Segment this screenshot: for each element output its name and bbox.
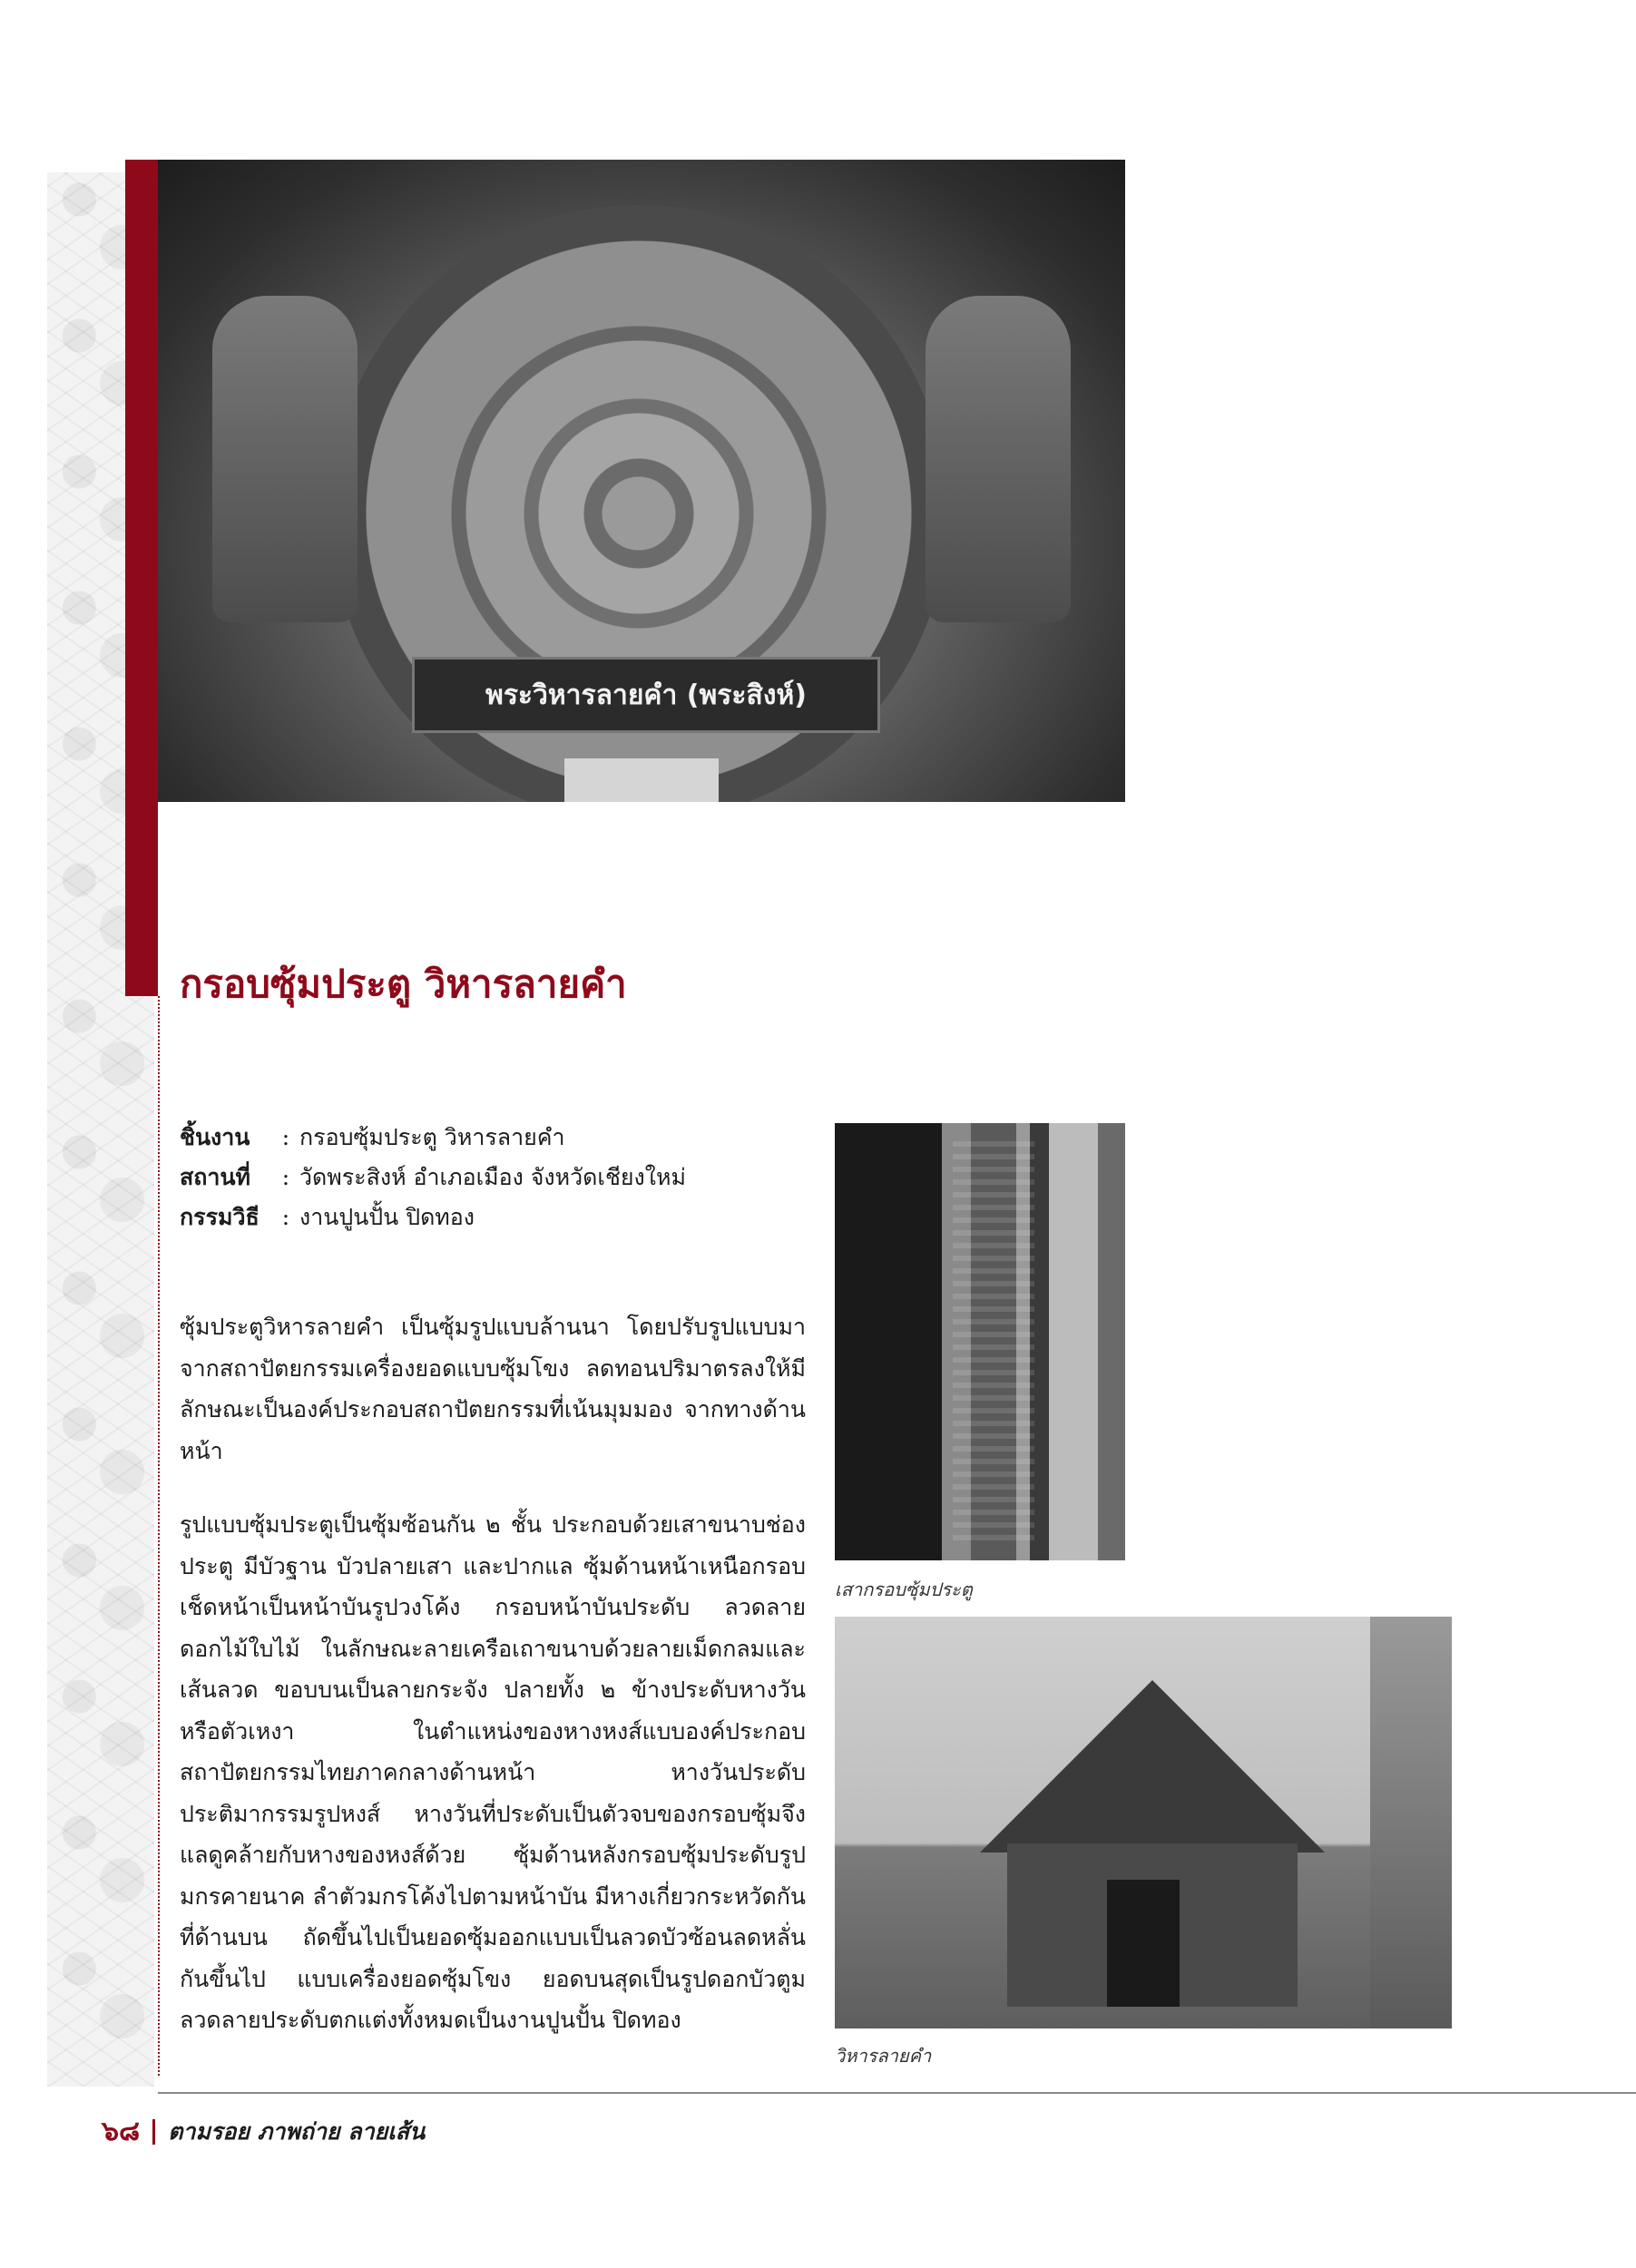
temple-caption: วิหารลายคำ (835, 2045, 932, 2067)
accent-bar (125, 160, 158, 996)
meta-row-technique (180, 1198, 686, 1237)
meta-value: งานปูนปั้น ปิดทอง (299, 1204, 475, 1230)
temple-photo (835, 1617, 1452, 2028)
temple-door (1107, 1880, 1180, 2007)
meta-row-place (180, 1158, 686, 1198)
small-plaque (564, 758, 719, 802)
temple-sign-text: พระวิหารลายคำ (พระสิงห์) (485, 679, 807, 711)
meta-value: กรอบซุ้มประตู วิหารลายคำ (299, 1124, 565, 1150)
footer-rule (158, 2092, 1636, 2094)
meta-value: วัดพระสิงห์ อำเภอเมือง จังหวัดเชียงใหม่ (299, 1164, 686, 1190)
naga-right (926, 296, 1071, 622)
main-photo-door-arch (158, 160, 1125, 802)
book-title: ตามรอย ภาพถ่าย ลายเส้น (168, 2117, 426, 2145)
pillar-caption: เสากรอบซุ้มประตู (835, 1579, 973, 1600)
temple-sign (412, 657, 880, 733)
article-title: กรอบซุ้มประตู วิหารลายคำ (180, 962, 627, 1006)
footer-divider (152, 2119, 155, 2145)
page-number: ๖๘ (102, 2116, 141, 2147)
meta-sep: : (281, 1204, 290, 1230)
meta-key: ชิ้นงาน (180, 1124, 250, 1150)
naga-left (212, 296, 358, 622)
meta-key: สถานที่ (180, 1164, 251, 1190)
meta-key: กรรมวิธี (180, 1204, 260, 1230)
meta-sep: : (281, 1124, 290, 1150)
dotted-rule (158, 996, 160, 2076)
temple-roof (980, 1680, 1325, 1853)
meta-sep: : (281, 1164, 290, 1190)
body-paragraph-1: ซุ้มประตูวิหารลายคำ เป็นซุ้มรูปแบบล้านนา โดยปรับรูปแบบมาจากสถาปัตยกรรมเครื่องยอดแบบซุ้มโขง ลดทอนปริมาตรลงให้มีลักษณะเป็นองค์ประกอบสถาปัตยกรรมที่เน้นมุมมอง จากทางด้านหน้า (180, 1314, 806, 1464)
footer (102, 2110, 425, 2153)
meta-row-work (180, 1118, 686, 1158)
body-paragraph-2: รูปแบบซุ้มประตูเป็นซุ้มซ้อนกัน ๒ ชั้น ประกอบด้วยเสาขนาบช่องประตู มีบัวฐาน บัวปลายเสา และปากแล ซุ้มด้านหน้าเหนือกรอบเช็ดหน้าเป็นหน้าบันรูปวงโค้ง กรอบหน้าบันประดับ ลวดลายดอกไม้ใบไม้ ในลักษณะลายเครือเถาขนาบด้วยลายเม็ดกลมและเส้นลวด ขอบบนเป็นลายกระจัง ปลายทั้ง ๒ ข้างประดับหางวันหรือตัวเหงา ในตำแหน่งของหางหงส์แบบองค์ประกอบสถาปัตยกรรมไทยภาคกลางด้านหน้า หางวันประดับประติมากรรมรูปหงส์ หางวันที่ประดับเป็นตัวจบของกรอบซุ้มจึงแลดูคล้ายกับหางของหงส์ด้วย ซุ้มด้านหลังกรอบซุ้มประดับรูปมกรคายนาค ลำตัวมกรโค้งไปตามหน้าบัน มีหางเกี่ยวกระหวัดกันที่ด้านบน ถัดขึ้นไปเป็นยอดซุ้มออกแบบเป็นลวดบัวซ้อนลดหลั่นกันขึ้นไป แบบเครื่องยอดซุ้มโขง ยอดบนสุดเป็นรูปดอกบัวตูม ลวดลายประดับตกแต่งทั้งหมดเป็นงานปูนปั้น ปิดทอง (180, 1511, 806, 2033)
pillar-ornament (953, 1141, 1034, 1540)
stupa (1370, 1617, 1452, 2028)
pillar-photo (835, 1123, 1125, 1560)
meta-block (180, 1118, 686, 1237)
